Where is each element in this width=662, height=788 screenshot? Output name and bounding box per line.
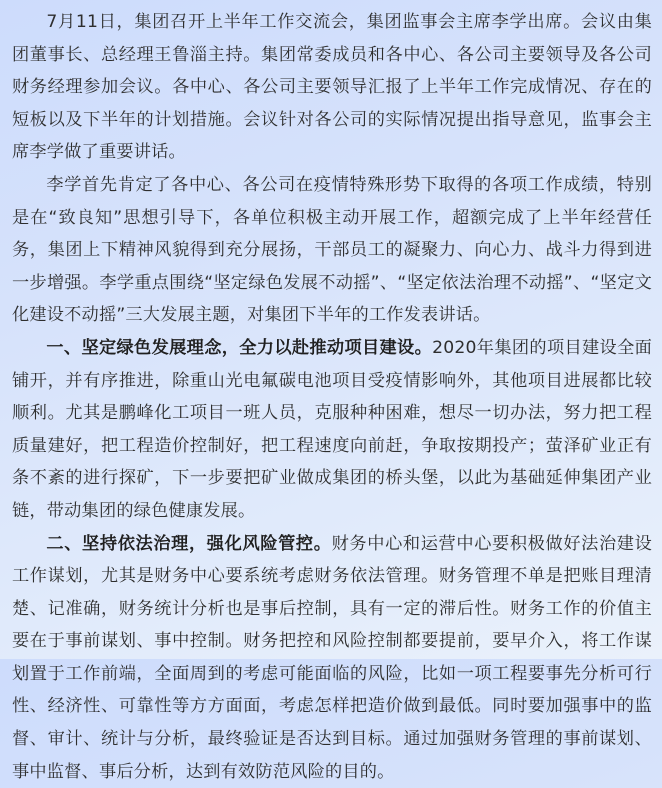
section-heading: 二、坚持依法治理，强化风险管控。 bbox=[46, 534, 331, 554]
paragraph-text: 财务中心和运营中心要积极做好法治建设工作谋划，尤其是财务中心要系统考虑财务依法管理。财务管理不单是把账目理清楚、记准确，财务统计分析也是事后控制，具有一定的滞后性。财务工作的价值主要在于事前谋划、事中控制。财务把控和风险控制都要提前，要早介入，将工作谋划置于工作前端，全面周到的考虑可能面临的风险，比如一项工程要事先分析可行性、经济性、可靠性等方方面面，考虑怎样把造价做到最低。同时要加强事中的监督、审计、统计与分析，最终验证是否达到目标。通过加强财务管理的事前谋划、事中监督、事后分析，达到有效防范风险的目的。 bbox=[12, 534, 652, 782]
paragraph-speech-summary bbox=[12, 169, 652, 332]
paragraph-intro bbox=[12, 6, 652, 169]
paragraph-text: 7月11日，集团召开上半年工作交流会，集团监事会主席李学出席。会议由集团董事长、总经理王鲁淄主持。集团常委成员和各中心、各公司主要领导及各公司财务经理参加会议。各中心、各公司主要领导汇报了上半年工作完成情况、存在的短板以及下半年的计划措施。会议针对各公司的实际情况提出指导意见，监事会主席李学做了重要讲话。 bbox=[12, 12, 652, 162]
paragraph-text: 李学首先肯定了各中心、各公司在疫情特殊形势下取得的各项工作成绩，特别是在“致良知”思想引导下，各单位积极主动开展工作，超额完成了上半年经营任务，集团上下精神风貌得到充分展扬，干部员工的凝聚力、向心力、战斗力得到进一步增强。李学重点围绕“坚定绿色发展不动摇”、“坚定依法治理不动摇”、“坚定文化建设不动摇”三大发展主题，对集团下半年的工作发表讲话。 bbox=[12, 175, 652, 325]
paragraph-text: 2020年集团的项目建设全面铺开，并有序推进，除重山光电氟碳电池项目受疫情影响外，其他项目进展都比较顺利。尤其是鹏峰化工项目一班人员，克服种种困难，想尽一切办法，努力把工程质量建好，把工程造价控制好，把工程速度向前赶，争取按期投产；萤泽矿业正有条不紊的进行探矿，下一步要把矿业做成集团的桥头堡，以此为基础延伸集团产业链，带动集团的绿色健康发展。 bbox=[12, 338, 652, 521]
paragraph-section-green-development bbox=[12, 332, 652, 528]
section-heading: 一、坚定绿色发展理念，全力以赴推动项目建设。 bbox=[46, 338, 432, 358]
paragraph-section-risk-control bbox=[12, 528, 652, 788]
article-body bbox=[12, 6, 652, 788]
